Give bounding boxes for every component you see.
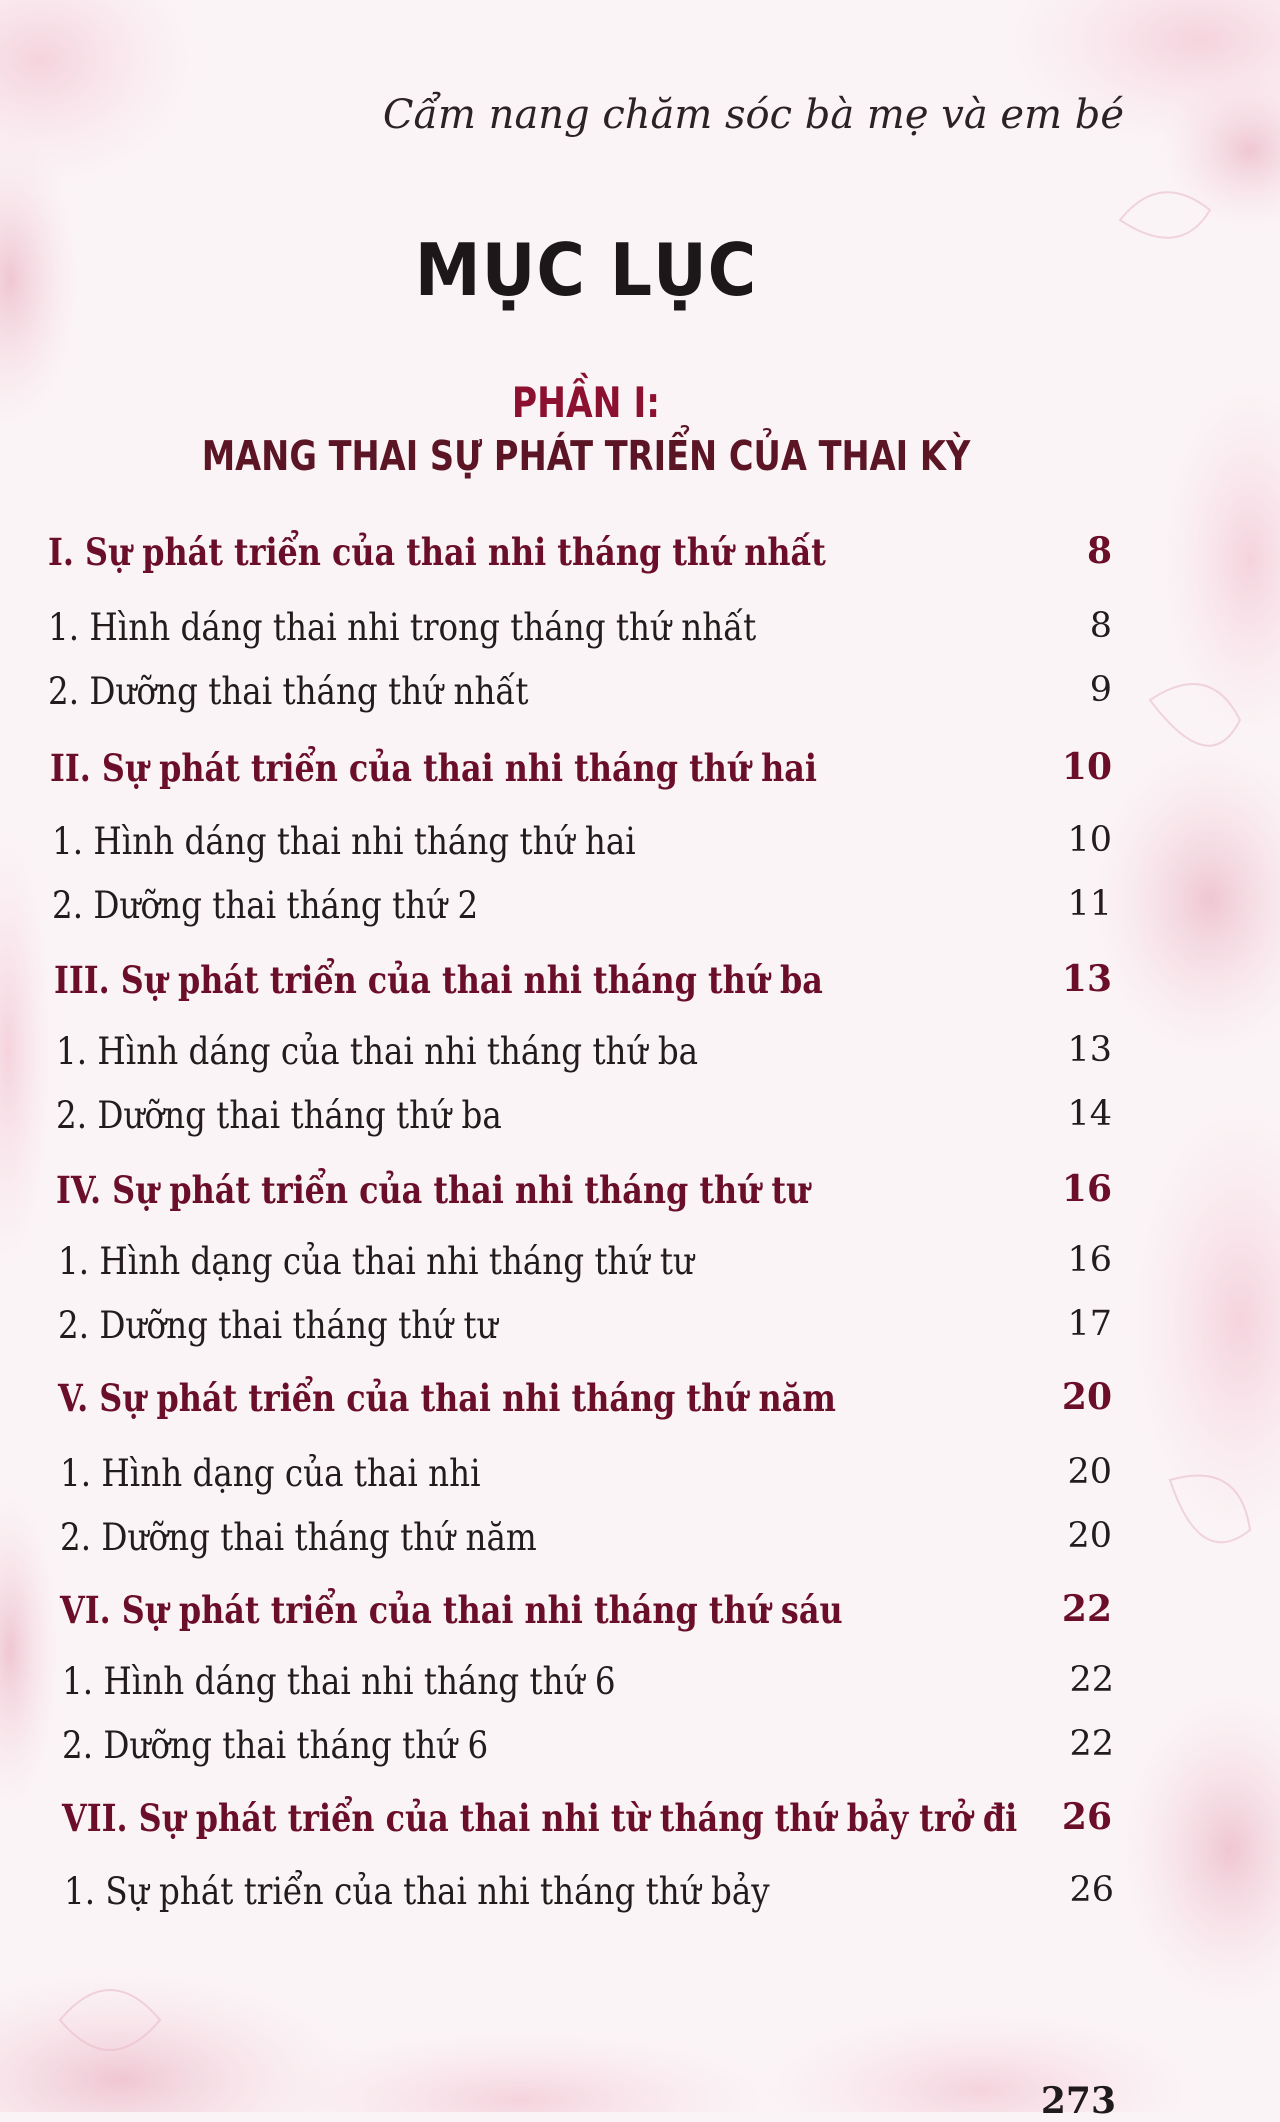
- toc-item: [56, 1094, 1280, 1154]
- toc-entry-title: 2. Dưỡng thai tháng thứ ba: [56, 1094, 502, 1137]
- toc-entry-title: 2. Dưỡng thai tháng thứ 6: [62, 1724, 489, 1767]
- toc-entry-page: 11: [1067, 884, 1112, 924]
- toc-entry-page: 14: [1067, 1094, 1112, 1134]
- toc-section: [62, 1796, 1280, 1856]
- toc-item: [48, 670, 1280, 730]
- toc-entry-title: I. Sự phát triển của thai nhi tháng thứ nhất: [48, 530, 826, 574]
- toc-entry-page: 22: [1069, 1660, 1114, 1700]
- toc-entry-page: 10: [1061, 746, 1112, 788]
- toc-entry-page: 13: [1067, 1030, 1112, 1070]
- toc-entry-title: 1. Sự phát triển của thai nhi tháng thứ bảy: [64, 1870, 770, 1913]
- toc-section: [58, 1376, 1280, 1436]
- part-label: PHẦN I:: [511, 378, 661, 427]
- toc-item: [56, 1030, 1280, 1090]
- toc-entry-title: VI. Sự phát triển của thai nhi tháng thứ sáu: [60, 1588, 843, 1632]
- toc-section: [60, 1588, 1280, 1648]
- running-header: Cẩm nang chăm sóc bà mẹ và em bé: [382, 92, 1124, 138]
- toc-entry-page: 20: [1061, 1376, 1112, 1418]
- toc-entry-page: 10: [1067, 820, 1112, 860]
- book-page: Cẩm nang chăm sóc bà mẹ và em bé MỤC LỤC PHẦN I: MANG THAI SỰ PHÁT TRIỂN CỦA THAI KỲ I. Sự phát triển của thai nhi tháng thứ nhất 8 1. Hình dáng thai nhi trong tháng thứ nhất 8 2. Dưỡng thai tháng thứ nhất 9 II. Sự phát triển của thai nhi tháng thứ hai 10 1. Hình dáng thai nhi tháng thứ hai 10 2. Dưỡng thai tháng thứ 2 11 III. Sự phát triển của thai nhi tháng thứ ba 13 1. Hình dáng của thai nhi tháng thứ ba 13 2. Dưỡng thai tháng thứ ba 14 IV. Sự phát triển của thai nhi tháng thứ tư 16 1. Hình dạng của thai nhi tháng thứ tư 16 2. Dưỡng thai tháng thứ tư 17 V. Sự phát triển của thai nhi tháng thứ năm 20 1. Hình dạng của thai nhi 20 2. Dưỡng thai tháng thứ năm 20 VI. Sự phát triển của thai nhi tháng thứ sáu 22 1. Hình dáng thai nhi tháng thứ 6 22 2. Dưỡng thai tháng thứ 6 22 VII. Sự phát triển của thai nhi từ tháng thứ bảy trở đi 26 1. Sự phát triển của thai nhi tháng thứ bảy 26 273: [0, 0, 1280, 2112]
- toc-entry-title: 1. Hình dáng của thai nhi tháng thứ ba: [56, 1030, 699, 1073]
- toc-entry-page: 20: [1067, 1516, 1112, 1556]
- toc-item: [48, 606, 1280, 666]
- toc-entry-title: II. Sự phát triển của thai nhi tháng thứ hai: [50, 746, 817, 790]
- toc-section: [48, 530, 1280, 590]
- toc-entry-title: 2. Dưỡng thai tháng thứ tư: [58, 1304, 498, 1347]
- toc-section: [56, 1168, 1280, 1228]
- toc-entry-page: 13: [1061, 958, 1112, 1000]
- toc-entry-page: 8: [1086, 530, 1112, 572]
- toc-item: [60, 1452, 1280, 1512]
- toc-item: [58, 1304, 1280, 1364]
- toc-item: [52, 884, 1280, 944]
- toc-entry-title: III. Sự phát triển của thai nhi tháng thứ ba: [54, 958, 823, 1002]
- toc-item: [52, 820, 1280, 880]
- toc-item: [58, 1240, 1280, 1300]
- toc-section: [50, 746, 1280, 806]
- toc-entry-title: 1. Hình dáng thai nhi tháng thứ 6: [62, 1660, 616, 1703]
- toc-entry-title: V. Sự phát triển của thai nhi tháng thứ năm: [58, 1376, 836, 1420]
- toc-item: [64, 1870, 1280, 1930]
- toc-entry-page: 22: [1061, 1588, 1112, 1630]
- toc-section: [54, 958, 1280, 1018]
- toc-entry-title: 1. Hình dáng thai nhi tháng thứ hai: [52, 820, 636, 863]
- toc-entry-page: 26: [1069, 1870, 1114, 1910]
- toc-entry-title: 1. Hình dáng thai nhi trong tháng thứ nhất: [48, 606, 757, 649]
- toc-entry-page: 26: [1061, 1796, 1112, 1838]
- toc-entry-title: 2. Dưỡng thai tháng thứ nhất: [48, 670, 529, 713]
- toc-entry-page: 22: [1069, 1724, 1114, 1764]
- toc-entry-title: IV. Sự phát triển của thai nhi tháng thứ tư: [56, 1168, 810, 1212]
- toc-entry-page: 8: [1089, 606, 1112, 646]
- toc-entry-page: 17: [1067, 1304, 1112, 1344]
- toc-entry-page: 16: [1061, 1168, 1112, 1210]
- toc-entry-page: 16: [1067, 1240, 1112, 1280]
- page-title: MỤC LỤC: [414, 228, 758, 312]
- toc-entry-title: VII. Sự phát triển của thai nhi từ tháng thứ bảy trở đi: [62, 1796, 1018, 1840]
- toc-item: [62, 1724, 1280, 1784]
- toc-entry-page: 9: [1089, 670, 1112, 710]
- toc-entry-title: 1. Hình dạng của thai nhi: [60, 1452, 481, 1495]
- toc-entry-title: 1. Hình dạng của thai nhi tháng thứ tư: [58, 1240, 694, 1283]
- toc-item: [60, 1516, 1280, 1576]
- toc-entry-title: 2. Dưỡng thai tháng thứ năm: [60, 1516, 537, 1559]
- toc-entry-page: 20: [1067, 1452, 1112, 1492]
- toc-entry-title: 2. Dưỡng thai tháng thứ 2: [52, 884, 479, 927]
- part-title: MANG THAI SỰ PHÁT TRIỂN CỦA THAI KỲ: [201, 432, 971, 480]
- toc-item: [62, 1660, 1280, 1720]
